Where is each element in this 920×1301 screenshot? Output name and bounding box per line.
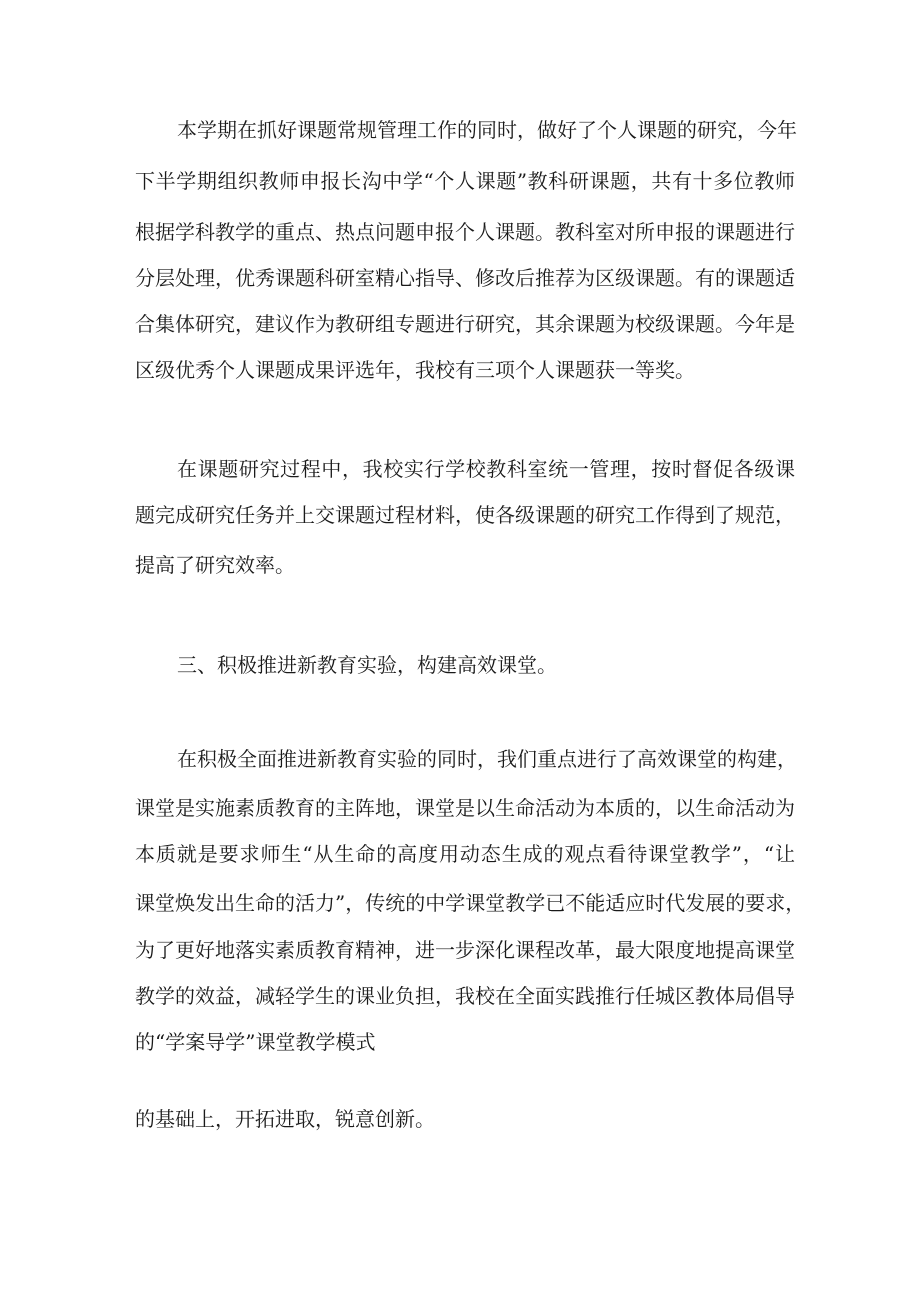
paragraph-1-line-3: 根据学科教学的重点、热点问题申报个人课题。教科室对所申报的课题进行: [135, 220, 795, 244]
paragraph-4-line-3: 本质就是要求师生“从生命的高度用动态生成的观点看待课堂教学”，“让: [135, 842, 795, 866]
paragraph-1-line-1: 本学期在抓好课题常规管理工作的同时，做好了个人课题的研究，今年: [177, 118, 797, 142]
paragraph-4-line-6: 教学的效益，减轻学生的课业负担，我校在全面实践推行任城区教体局倡导: [135, 984, 795, 1008]
paragraph-4-line-5: 为了更好地落实素质教育精神，进一步深化课程改革，最大限度地提高课堂: [135, 938, 795, 962]
paragraph-4-line-1: 在积极全面推进新教育实验的同时，我们重点进行了高效课堂的构建，: [177, 747, 797, 771]
paragraph-1-line-5: 合集体研究，建议作为教研组专题进行研究，其余课题为校级课题。今年是: [135, 312, 795, 336]
paragraph-5-line-1: 的基础上，开拓进取，锐意创新。: [135, 1107, 435, 1131]
paragraph-2-line-1: 在课题研究过程中，我校实行学校教科室统一管理，按时督促各级课: [177, 457, 795, 481]
paragraph-2-line-3: 提高了研究效率。: [135, 553, 295, 577]
paragraph-4-line-2: 课堂是实施素质教育的主阵地，课堂是以生命活动为本质的，以生命活动为: [135, 796, 795, 820]
paragraph-4-line-4: 课堂焕发出生命的活力”，传统的中学课堂教学已不能适应时代发展的要求，: [135, 891, 806, 915]
paragraph-1-line-4: 分层处理，优秀课题科研室精心指导、修改后推荐为区级课题。有的课题适: [135, 266, 795, 290]
paragraph-1-line-6: 区级优秀个人课题成果评选年，我校有三项个人课题获一等奖。: [135, 358, 695, 382]
section-heading: 三、积极推进新教育实验，构建高效课堂。: [177, 653, 557, 677]
paragraph-2-line-2: 题完成研究任务并上交课题过程材料，使各级课题的研究工作得到了规范，: [135, 503, 795, 527]
paragraph-1-line-2: 下半学期组织教师申报长沟中学“个人课题”教科研课题，共有十多位教师: [135, 169, 795, 193]
paragraph-4-line-7: 的“学案导学”课堂教学模式: [135, 1030, 376, 1054]
